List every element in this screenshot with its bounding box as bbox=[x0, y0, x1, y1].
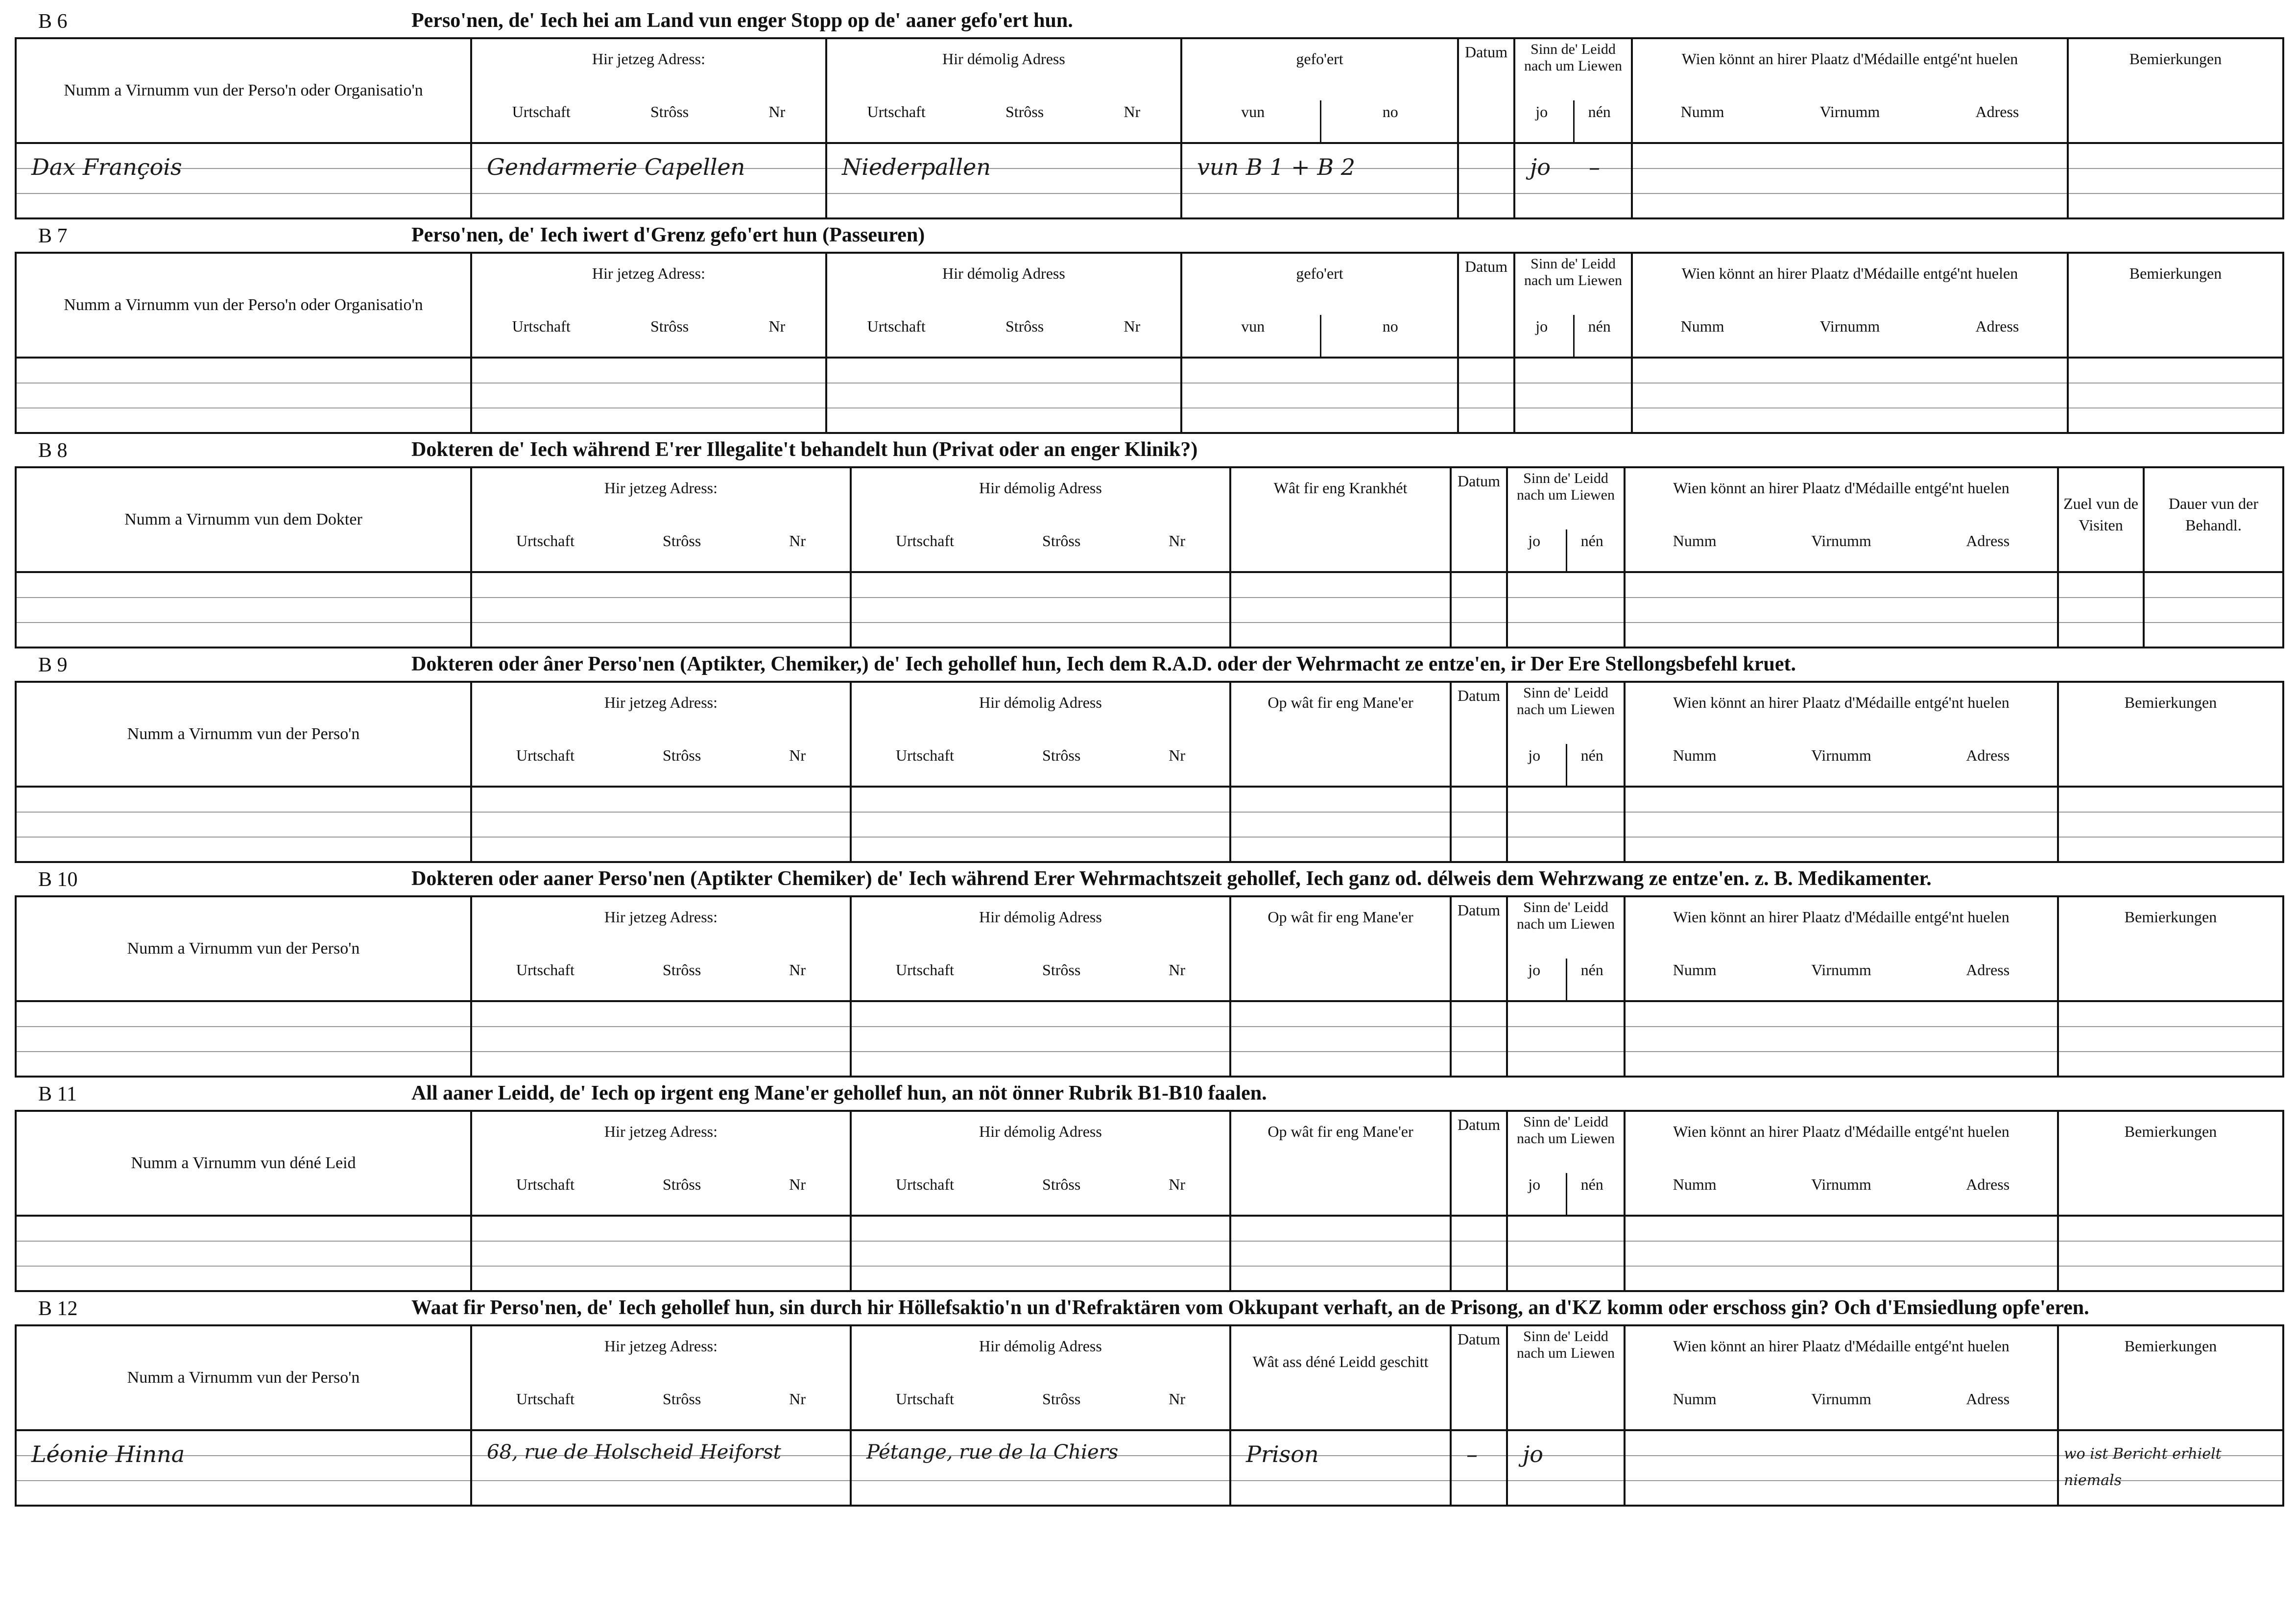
entry-sinn[interactable] bbox=[1507, 1216, 1625, 1291]
entry-medal[interactable] bbox=[1625, 787, 2058, 862]
header-duration: Dauer vun der Behandl. bbox=[2144, 467, 2283, 572]
entry-datum[interactable] bbox=[1451, 787, 1507, 862]
entry-name[interactable]: Dax François bbox=[16, 143, 471, 218]
entry-remarks[interactable] bbox=[2058, 1216, 2283, 1291]
entry-medal[interactable] bbox=[1625, 1216, 2058, 1291]
header-remarks: Bemierkungen bbox=[2068, 38, 2283, 143]
header-current-address: Hir jetzeg Adress: Urtschaft Strôss Nr bbox=[471, 682, 851, 787]
entry-datum[interactable] bbox=[1458, 358, 1514, 433]
header-remarks: Bemierkungen bbox=[2058, 1325, 2283, 1430]
header-current-address: Hir jetzeg Adress: Urtschaft Strôss Nr bbox=[471, 896, 851, 1001]
header-visits: Zuel vun de Visiten bbox=[2058, 467, 2144, 572]
section-b6 bbox=[15, 6, 2282, 220]
entry-former-address[interactable] bbox=[851, 787, 1230, 862]
entry-datum[interactable]: – bbox=[1451, 1430, 1507, 1506]
header-special: Op wât fir eng Mane'er bbox=[1230, 682, 1451, 787]
entry-current-address[interactable] bbox=[471, 1001, 851, 1077]
header-sinn: Sinn de' Leidd nach um Liewen jo nén bbox=[1507, 682, 1625, 787]
header-medal: Wien könnt an hirer Plaatz d'Médaille entgé'nt huelen Numm Virnumm Adress bbox=[1625, 1111, 2058, 1216]
header-datum: Datum bbox=[1458, 38, 1514, 143]
entry-current-address[interactable] bbox=[471, 572, 851, 648]
section-title-bar bbox=[15, 649, 2282, 681]
header-sinn: Sinn de' Leidd nach um Liewen jo nén bbox=[1507, 896, 1625, 1001]
header-medal: Wien könnt an hirer Plaatz d'Médaille entgé'nt huelen Numm Virnumm Adress bbox=[1625, 467, 2058, 572]
entry-name[interactable] bbox=[16, 1001, 471, 1077]
entry-sinn[interactable]: jo bbox=[1507, 1430, 1625, 1506]
entry-current-address[interactable] bbox=[471, 787, 851, 862]
entry-visits[interactable] bbox=[2058, 572, 2144, 648]
entry-name[interactable]: Léonie Hinna bbox=[16, 1430, 471, 1506]
section-title-bar bbox=[15, 1079, 2282, 1110]
entry-former-address[interactable] bbox=[826, 358, 1181, 433]
header-former-address: Hir démolig Adress Urtschaft Strôss Nr bbox=[851, 682, 1230, 787]
entry-name[interactable] bbox=[16, 787, 471, 862]
section-title-bar bbox=[15, 1293, 2282, 1324]
header-sinn: Sinn de' Leidd nach um Liewen jo nén bbox=[1514, 253, 1632, 358]
entry-remarks[interactable] bbox=[2068, 358, 2283, 433]
header-datum: Datum bbox=[1451, 1111, 1507, 1216]
form-table bbox=[15, 1324, 2284, 1507]
header-medal: Wien könnt an hirer Plaatz d'Médaille entgé'nt huelen Numm Virnumm Adress bbox=[1625, 896, 2058, 1001]
entry-current-address[interactable]: 68, rue de Holscheid Heiforst bbox=[471, 1430, 851, 1506]
entry-remarks[interactable] bbox=[2058, 787, 2283, 862]
entry-former-address[interactable]: Niederpallen bbox=[826, 143, 1181, 218]
form-table bbox=[15, 252, 2284, 434]
section-heading: Perso'nen, de' Iech hei am Land vun enger Stopp op de' aaner gefo'ert hun. bbox=[411, 9, 1073, 32]
entry-sinn[interactable] bbox=[1507, 1001, 1625, 1077]
form-table bbox=[15, 466, 2284, 648]
entry-medal[interactable] bbox=[1625, 1430, 2058, 1506]
section-code: B 7 bbox=[38, 225, 68, 247]
section-code: B 12 bbox=[38, 1297, 78, 1320]
entry-name[interactable] bbox=[16, 358, 471, 433]
section-heading: Dokteren oder aaner Perso'nen (Aptikter Chemiker) de' Iech während Erer Wehrmachtszeit gehollef, Iech ganz od. délweis dem Wehrzwang ze entze'en. z. B. Medikamenter. bbox=[411, 867, 1932, 890]
section-b9 bbox=[15, 649, 2282, 864]
header-remarks: Bemierkungen bbox=[2068, 253, 2283, 358]
section-title-bar bbox=[15, 864, 2282, 895]
entry-duration[interactable] bbox=[2144, 572, 2283, 648]
entry-remarks[interactable] bbox=[2068, 143, 2283, 218]
section-heading: Dokteren de' Iech während E'rer Illegalite't behandelt hun (Privat oder an enger Klinik?) bbox=[411, 438, 1198, 461]
header-former-address: Hir démolig Adress Urtschaft Strôss Nr bbox=[851, 467, 1230, 572]
entry-name[interactable] bbox=[16, 1216, 471, 1291]
entry-medal[interactable] bbox=[1625, 572, 2058, 648]
header-datum: Datum bbox=[1451, 467, 1507, 572]
section-title-bar bbox=[15, 435, 2282, 466]
header-special: Wât ass déné Leidd geschitt bbox=[1230, 1325, 1451, 1430]
entry-current-address[interactable]: Gendarmerie Capellen bbox=[471, 143, 826, 218]
entry-special[interactable] bbox=[1181, 358, 1458, 433]
entry-former-address[interactable] bbox=[851, 1216, 1230, 1291]
header-current-address: Hir jetzeg Adress: Urtschaft Strôss Nr bbox=[471, 38, 826, 143]
header-current-address: Hir jetzeg Adress: Urtschaft Strôss Nr bbox=[471, 253, 826, 358]
header-special: Op wât fir eng Mane'er bbox=[1230, 1111, 1451, 1216]
header-current-address: Hir jetzeg Adress: Urtschaft Strôss Nr bbox=[471, 467, 851, 572]
entry-name[interactable] bbox=[16, 572, 471, 648]
entry-special[interactable] bbox=[1230, 1001, 1451, 1077]
entry-current-address[interactable] bbox=[471, 358, 826, 433]
entry-former-address[interactable]: Pétange, rue de la Chiers bbox=[851, 1430, 1230, 1506]
header-special: Op wât fir eng Mane'er bbox=[1230, 896, 1451, 1001]
header-special: gefo'ert vun no bbox=[1181, 38, 1458, 143]
entry-current-address[interactable] bbox=[471, 1216, 851, 1291]
section-code: B 6 bbox=[38, 10, 68, 33]
entry-sinn[interactable]: jo – bbox=[1514, 143, 1632, 218]
header-sinn: Sinn de' Leidd nach um Liewen jo nén bbox=[1514, 38, 1632, 143]
form-table bbox=[15, 1110, 2284, 1292]
entry-sinn[interactable] bbox=[1507, 572, 1625, 648]
header-special: gefo'ert vun no bbox=[1181, 253, 1458, 358]
header-current-address: Hir jetzeg Adress: Urtschaft Strôss Nr bbox=[471, 1111, 851, 1216]
header-datum: Datum bbox=[1451, 682, 1507, 787]
section-b12 bbox=[15, 1293, 2282, 1508]
header-remarks: Bemierkungen bbox=[2058, 896, 2283, 1001]
section-heading: Waat fir Perso'nen, de' Iech gehollef hun, sin durch hir Höllefsaktio'n un d'Refraktären vom Okkupant verhaft, an de Prisong, an d'KZ komm oder erschoss gin? Och d'Emsiedlung opfe'eren. bbox=[411, 1296, 2089, 1319]
header-medal: Wien könnt an hirer Plaatz d'Médaille entgé'nt huelen Numm Virnumm Adress bbox=[1632, 38, 2068, 143]
entry-former-address[interactable] bbox=[851, 1001, 1230, 1077]
header-sinn: Sinn de' Leidd nach um Liewen bbox=[1507, 1325, 1625, 1430]
header-name: Numm a Virnumm vun der Perso'n oder Organisatio'n bbox=[16, 253, 471, 358]
header-name: Numm a Virnumm vun der Perso'n bbox=[16, 682, 471, 787]
section-b11 bbox=[15, 1079, 2282, 1293]
entry-datum[interactable] bbox=[1451, 572, 1507, 648]
entry-medal[interactable] bbox=[1632, 143, 2068, 218]
header-name: Numm a Virnumm vun der Perso'n bbox=[16, 896, 471, 1001]
header-name: Numm a Virnumm vun der Perso'n bbox=[16, 1325, 471, 1430]
section-b8 bbox=[15, 435, 2282, 649]
entry-special[interactable] bbox=[1230, 572, 1451, 648]
header-former-address: Hir démolig Adress Urtschaft Strôss Nr bbox=[826, 38, 1181, 143]
entry-sinn[interactable] bbox=[1514, 358, 1632, 433]
header-remarks: Bemierkungen bbox=[2058, 682, 2283, 787]
section-code: B 8 bbox=[38, 439, 68, 462]
entry-remarks[interactable]: wo ist Bericht erhielt niemals bbox=[2058, 1430, 2283, 1506]
header-former-address: Hir démolig Adress Urtschaft Strôss Nr bbox=[851, 896, 1230, 1001]
header-name: Numm a Virnumm vun der Perso'n oder Organisatio'n bbox=[16, 38, 471, 143]
section-heading: Dokteren oder âner Perso'nen (Aptikter, Chemiker,) de' Iech gehollef hun, Iech dem R.A.D. oder der Wehrmacht ze entze'en, ir Der Ere Stellongsbefehl kruet. bbox=[411, 653, 1796, 675]
section-code: B 11 bbox=[38, 1083, 77, 1105]
section-title-bar bbox=[15, 220, 2282, 252]
header-sinn: Sinn de' Leidd nach um Liewen jo nén bbox=[1507, 1111, 1625, 1216]
entry-special[interactable]: Prison bbox=[1230, 1430, 1451, 1506]
header-medal: Wien könnt an hirer Plaatz d'Médaille entgé'nt huelen Numm Virnumm Adress bbox=[1632, 253, 2068, 358]
section-title-bar bbox=[15, 6, 2282, 37]
entry-datum[interactable] bbox=[1451, 1001, 1507, 1077]
header-datum: Datum bbox=[1451, 896, 1507, 1001]
entry-datum[interactable] bbox=[1451, 1216, 1507, 1291]
entry-medal[interactable] bbox=[1632, 358, 2068, 433]
form-table bbox=[15, 681, 2284, 863]
entry-sinn[interactable] bbox=[1507, 787, 1625, 862]
header-medal: Wien könnt an hirer Plaatz d'Médaille entgé'nt huelen Numm Virnumm Adress bbox=[1625, 1325, 2058, 1430]
entry-special[interactable] bbox=[1230, 787, 1451, 862]
header-datum: Datum bbox=[1458, 253, 1514, 358]
header-former-address: Hir démolig Adress Urtschaft Strôss Nr bbox=[851, 1111, 1230, 1216]
header-current-address: Hir jetzeg Adress: Urtschaft Strôss Nr bbox=[471, 1325, 851, 1430]
entry-former-address[interactable] bbox=[851, 572, 1230, 648]
section-heading: Perso'nen, de' Iech iwert d'Grenz gefo'ert hun (Passeuren) bbox=[411, 224, 925, 246]
header-sinn: Sinn de' Leidd nach um Liewen jo nén bbox=[1507, 467, 1625, 572]
header-special: Wât fir eng Krankhét bbox=[1230, 467, 1451, 572]
header-datum: Datum bbox=[1451, 1325, 1507, 1430]
header-name: Numm a Virnumm vun dem Dokter bbox=[16, 467, 471, 572]
form-table bbox=[15, 37, 2284, 219]
header-remarks: Bemierkungen bbox=[2058, 1111, 2283, 1216]
section-b10 bbox=[15, 864, 2282, 1079]
entry-special[interactable] bbox=[1230, 1216, 1451, 1291]
header-former-address: Hir démolig Adress Urtschaft Strôss Nr bbox=[851, 1325, 1230, 1430]
form-page bbox=[15, 6, 2282, 1508]
header-medal: Wien könnt an hirer Plaatz d'Médaille entgé'nt huelen Numm Virnumm Adress bbox=[1625, 682, 2058, 787]
entry-medal[interactable] bbox=[1625, 1001, 2058, 1077]
section-code: B 10 bbox=[38, 868, 78, 891]
header-former-address: Hir démolig Adress Urtschaft Strôss Nr bbox=[826, 253, 1181, 358]
entry-special[interactable]: vun B 1 + B 2 bbox=[1181, 143, 1458, 218]
entry-remarks[interactable] bbox=[2058, 1001, 2283, 1077]
header-name: Numm a Virnumm vun déné Leid bbox=[16, 1111, 471, 1216]
section-b7 bbox=[15, 220, 2282, 435]
entry-datum[interactable] bbox=[1458, 143, 1514, 218]
section-code: B 9 bbox=[38, 654, 68, 676]
section-heading: All aaner Leidd, de' Iech op irgent eng Mane'er gehollef hun, an nöt önner Rubrik B1-B10 faalen. bbox=[411, 1082, 1267, 1104]
form-table bbox=[15, 895, 2284, 1078]
